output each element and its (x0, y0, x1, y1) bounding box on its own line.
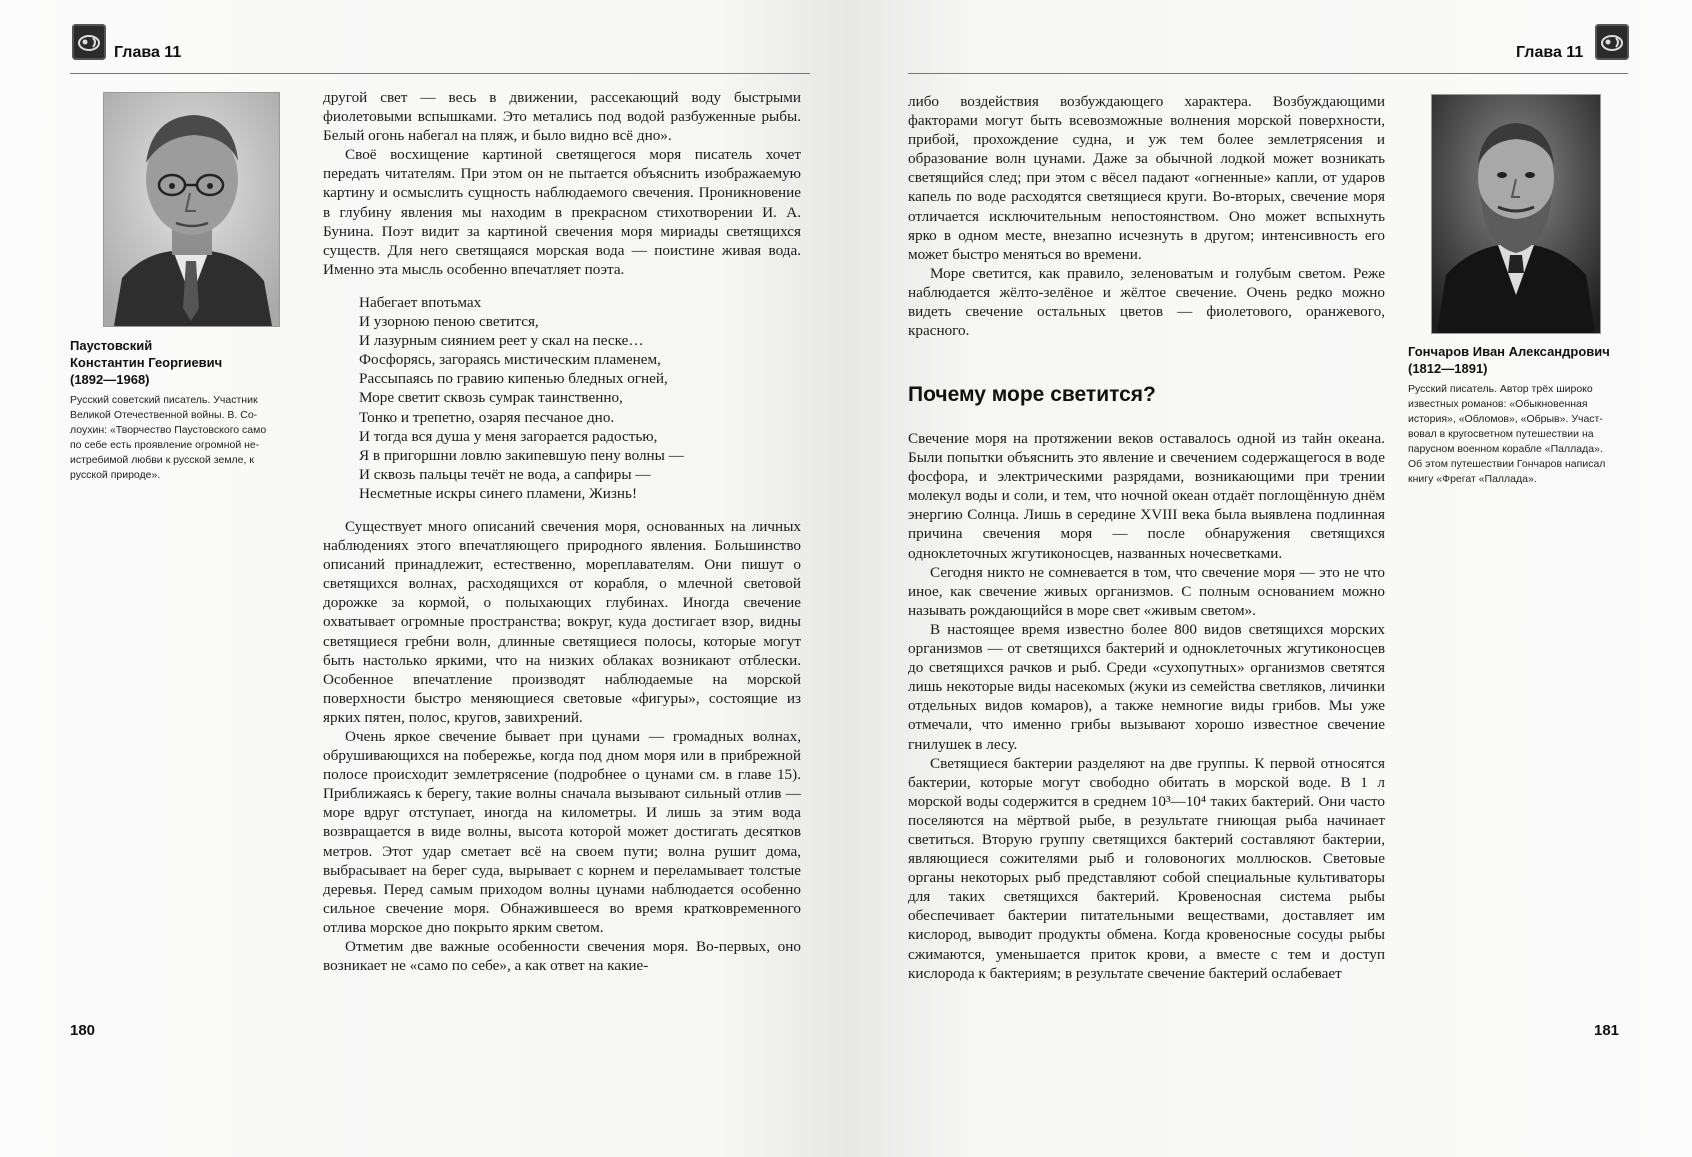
portrait-name-line: (1812—1891) (1408, 361, 1488, 376)
header-rule (70, 73, 810, 74)
page-number-right: 181 (1594, 1022, 1620, 1039)
left-text-column (323, 88, 801, 975)
paragraph: либо воздействия возбуждающего характера. Возбуждающими факторами могут быть всевозможные волнения морской поверхности, прибой, прохождение судна, и уж тем более землетрясения и образование волн цунами. Даже за обычной лодкой может возникать светящийся след; при этом с вёсел падают «огненные» капли, от ударов капель по воде расходятся светящиеся круги. Во-вторых, свечение моря отличается исключительным непостоянством. Оно может вспыхнуть ярко в одном месте, внезапно исчезнуть в другом; интенсивность его может быстро меняться во времени. (908, 93, 1385, 263)
caption-line: лоухин: «Творчество Паустовского само (70, 424, 267, 436)
portrait-caption-paustovsky (70, 393, 266, 483)
portrait-name-goncharov (1408, 343, 1610, 377)
poem-line: И узорною пеною светится, (359, 313, 539, 331)
paragraph: Очень яркое свечение бывает при цунами — громадных волнах, обрушивающихся на побережье, когда под дном моря или в прибрежной полосе происходит землетрясение (подробнее о цунами см. в главе 15). Приближаясь к берегу, такие волны сначала вызывают сильный отлив — море вдруг отступает, иногда на километры. И лишь за этим вода возвращается в виде волны, высота которой может достигать десятков метров. Этот удар сметает всё на своем пути; волна рушит дома, выбрасывает на берег суда, вырывает с корнем и переламывает толстые деревья. Перед самым приходом волны цунами наблюдается особенно сильное свечение моря. Обнажившееся во время кратковременного отлива морское дно покрыто ярким светом. (323, 728, 801, 936)
chapter-label: Глава 11 (1516, 44, 1584, 61)
chapter-icon (72, 24, 106, 60)
poem-line: Я в пригоршни ловлю закипевшую пену волны — (359, 446, 684, 464)
poem-line: И лазурным сиянием реет у скал на песке… (359, 332, 644, 350)
caption-line: парусном военном корабле «Паллада». (1408, 443, 1603, 455)
portrait-name-line: Константин Георгиевич (70, 355, 223, 370)
paragraph: Отметим две важные особенности свечения моря. Во-первых, оно возникает не «само по себе», а как ответ на какие- (323, 938, 801, 975)
paragraph: Море светится, как правило, зеленоватым и голубым светом. Реже наблюдается жёлто-зелёное и жёлтое свечение. Очень редко можно видеть свечение остальных цветов — фиолетового, оранжевого, красного. (908, 264, 1385, 340)
poem-line: Тонко и трепетно, озаряя песчаное дно. (359, 408, 615, 426)
portrait-goncharov-image (1432, 95, 1600, 333)
chapter-emblem-icon (75, 28, 103, 56)
paragraph: Своё восхищение картиной светящегося моря писатель хочет передать читателям. При этом он не пытается объяснить изображаемую картину и осмыслить сущность наблюдаемого свечения. Проникновение в глубину явления мы находим в прекрасном стихотворении И. А. Бунина. Поэт видит за картиной свечения моря мириады светящихся существ. Для него светящаяся морская вода — поистине живая вода. Именно эта мысль особенно впечатляет поэта. (323, 146, 801, 278)
portrait-name-line: (1892—1968) (70, 372, 150, 387)
right-page (846, 0, 1692, 1157)
paragraph: В настоящее время известно более 800 видов светящихся морских организмов — от светящихся бактерий и одноклеточных жгутиконосцев до светящихся рачков и рыб. Среди «сухопутных» организмов светятся лишь некоторые виды насекомых (жуки из семейства светляков, личинки отдельных видов комаров), а также немногие виды грибов. Мы уже отмечали, что именно грибы вызывают хорошо известное свечение гнилушек в лесу. (908, 620, 1385, 753)
caption-line: вовал в кругосветном путешествии на (1408, 428, 1594, 440)
paragraph: Свечение моря на протяжении веков оставалось одной из тайн океана. Были попытки объяснить это явление и свечением содержащегося в воде фосфора, и электрическими разрядами, возникающими при трении молекул воды и соли, и тем, что ночной океан отдаёт поглощённую днём энергию Солнца. Лишь в середине XVIII века была выявлена подлинная причина свечения моря — после обнаружения светящихся одноклеточных жгутиконосцев, названных ночесветками. (908, 430, 1385, 562)
poem-line: Фосфорясь, загораясь мистическим пламенем, (359, 351, 661, 369)
caption-line: история», «Обломов», «Обрыв». Участ- (1408, 413, 1603, 425)
caption-line: Об этом путешествии Гончаров написал (1408, 458, 1606, 470)
portrait-paustovsky-image (104, 93, 279, 326)
portrait-paustovsky (103, 92, 280, 327)
caption-line: русской природе». (70, 469, 161, 481)
header-rule (908, 73, 1628, 74)
poem-line: Набегает впотьмах (359, 293, 482, 311)
paragraph: Светящиеся бактерии разделяют на две группы. К первой относятся бактерии, которые могут свободно обитать в морской воде. В 1 л морской воды содержится в среднем 10³—10⁴ таких бактерий. Они часто поселяются на мёртвой рыбе, в результате гниющая рыба начинает светиться. Вторую группу светящихся бактерий составляют бактерии, являющиеся сожителями рыб и головоногих моллюсков. Световые органы некоторых рыб представляют собой специальные культиваторы для таких светящихся бактерий. Кровеносная система рыбы обеспечивает бактерии питательными веществами, доставляет им кислород, выводит продукты обмена. Когда кровеносные сосуды рыбы сжимаются, уменьшается приток крови, а вместе с тем и доступ кислорода к бактериям; в результате свечение бактерий ослабевает (908, 754, 1385, 982)
caption-line: по себе есть проявление огромной не- (70, 439, 260, 451)
paragraph: другой свет — весь в движении, рассекающий воду быстрыми фиолетовыми вспышками. Это метались под водой разбуженные рыбы. Белый огонь набегал на пляж, и было видно всё дно». (323, 89, 801, 145)
page-number-left: 180 (70, 1022, 96, 1039)
section-heading: Почему море светится? (908, 383, 1156, 406)
poem-line: Несметные искры синего пламени, Жизнь! (359, 484, 638, 502)
chapter-icon (1595, 24, 1629, 60)
portrait-name-line: Гончаров Иван Александрович (1408, 344, 1610, 359)
portrait-name-line: Паустовский (70, 338, 153, 353)
chapter-emblem-icon (1598, 28, 1626, 56)
portrait-caption-goncharov (1408, 382, 1605, 487)
right-text-column-bottom (908, 429, 1385, 983)
caption-line: книгу «Фрегат «Паллада». (1408, 473, 1537, 485)
caption-line: Великой Отечественной войны. В. Со- (70, 409, 258, 421)
poem-line: И сквозь пальцы течёт не вода, а сапфиры — (359, 465, 651, 483)
poem-line: Море светит сквозь сумрак таинственно, (359, 389, 623, 407)
caption-line: Русский советский писатель. Участник (70, 394, 258, 406)
chapter-label: Глава 11 (114, 44, 182, 61)
portrait-goncharov (1431, 94, 1601, 334)
portrait-name-paustovsky (70, 337, 222, 388)
poem-bunin (359, 293, 801, 503)
paragraph: Существует много описаний свечения моря, основанных на личных наблюдениях этого впечатляющего природного явления. Большинство описаний принадлежит, естественно, мореплавателям. Они пишут о светящихся волнах, расходящихся от корабля, о млечной световой дорожке за кормой, о полыхающих глубинах. Иногда свечение охватывает огромные пространства; вокруг, куда достигает взор, видны светящиеся гребни волн, длинные светящиеся полосы, которые могут быть настолько яркими, что на низких облаках возникают отблески. Особенное впечатление производят наблюдаемые на морской поверхности быстро меняющиеся световые «фигуры», состоящие из ярких пятен, полос, кругов, завихрений. (323, 517, 801, 726)
poem-line: И тогда вся душа у меня загорается радостью, (359, 427, 658, 445)
paragraph: Сегодня никто не сомневается в том, что свечение моря — это не что иное, как свечение живых организмов. С полным основанием можно называть рождающийся в море свет «живым светом». (908, 563, 1385, 619)
caption-line: истребимой любви к русской земле, к (70, 454, 254, 466)
caption-line: известных романов: «Обыкновенная (1408, 398, 1588, 410)
caption-line: Русский писатель. Автор трёх широко (1408, 383, 1593, 395)
right-text-column-top (908, 92, 1385, 340)
poem-line: Рассыпаясь по гравию кипенью бледных огней, (359, 370, 668, 388)
